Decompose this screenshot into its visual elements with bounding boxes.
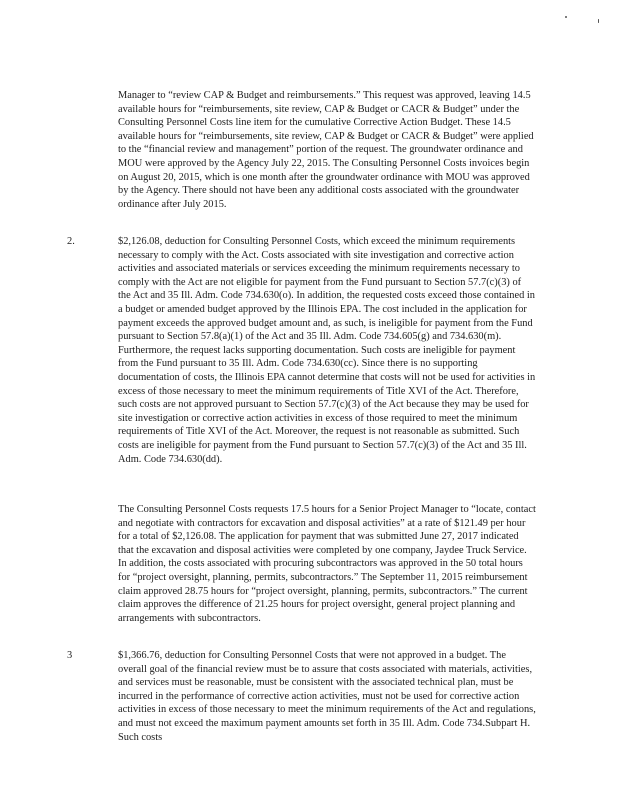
- scan-speck: [565, 16, 567, 18]
- paragraph-item-3: $1,366.76, deduction for Consulting Personnel Costs that were not approved in a budget. The overall goal of the financial review must be to assure that costs associated with materials, activities, and services must be reasonable, must be consistent with the associated technical plan, must be incurred in the performance of corrective action activities, must not be used for corrective action activities in excess of those necessary to meet the minimum requirements of the Act and regulations, and must not exceed the maximum payment amounts set forth in 35 Ill. Adm. Code 734.Subpart H. Such costs: [118, 650, 536, 743]
- scan-speck: [598, 19, 599, 23]
- paragraph-item-2: $2,126.08, deduction for Consulting Personnel Costs, which exceed the minimum requirements necessary to comply with the Act. Costs associated with site investigation and corrective action activities and associated materials or services exceeding the minimum requirements necessary to comply with the Act are not eligible for payment from the Fund pursuant to Section 57.7(c)(3) of the Act and 35 Ill. Adm. Code 734.630(o). In addition, the requested costs exceed those contained in a budget or amended budget approved by the Illinois EPA. The cost included in the application for payment exceeds the approved budget amount and, as such, is ineligible for payment from the Fund pursuant to Section 57.8(a)(1) of the Act and 35 Ill. Adm. Code 734.605(g) and 734.630(m). Furthermore, the request lacks supporting documentation. Such costs are ineligible for payment from the Fund pursuant to 35 Ill. Adm. Code 734.630(cc). Since there is no supporting documentation of costs, the Illinois EPA cannot determine that costs will not be used for activities in excess of those necessary to meet the minimum requirements of Title XVI of the Act. Therefore, such costs are not approved pursuant to Section 57.7(c)(3) of the Act because they may be used for site investigation or corrective action activities in excess of those required to meet the minimum requirements of Title XVI of the Act. Moreover, the request is not reasonable as submitted. Such costs are ineligible for payment from the Fund pursuant to Section 57.7(c)(3) of the Act and 35 Ill. Adm. Code 734.630(dd).: [118, 236, 536, 465]
- item-number-2: 2.: [67, 236, 75, 247]
- item-number-3: 3: [67, 650, 73, 661]
- paragraph-explanation: The Consulting Personnel Costs requests 17.5 hours for a Senior Project Manager to “locate, contact and negotiate with contractors for excavation and disposal activities” at a rate of $121.49 per hour for a total of $2,126.08. The application for payment that was submitted June 27, 2017 indicated that the excavation and disposal activities were completed by one company, Jaydee Truck Service. In addition, the costs associated with procuring subcontractors was approved in the 50 total hours for “project oversight, planning, permits, subcontractors.” The September 11, 2015 reimbursement claim approved 28.75 hours for “project oversight, planning, permits, subcontractors.” The current claim approves the difference of 21.25 hours for project oversight, general project planning and arrangements with subcontractors.: [118, 504, 536, 624]
- paragraph-continuation: Manager to “review CAP & Budget and reimbursements.” This request was approved, leaving 14.5 available hours for “reimbursements, site review, CAP & Budget or CACR & Budget” under the Consulting Personnel Costs line item for the cumulative Corrective Action Budget. These 14.5 available hours for “reimbursements, site review, CAP & Budget or CACR & Budget” were applied to the “financial review and management” portion of the request. The groundwater ordinance and MOU were approved by the Agency July 22, 2015. The Consulting Personnel Costs invoices begin on August 20, 2015, which is one month after the groundwater ordinance with MOU was approved by the Agency. There should not have been any additional costs associated with the groundwater ordinance after July 2015.: [118, 90, 534, 210]
